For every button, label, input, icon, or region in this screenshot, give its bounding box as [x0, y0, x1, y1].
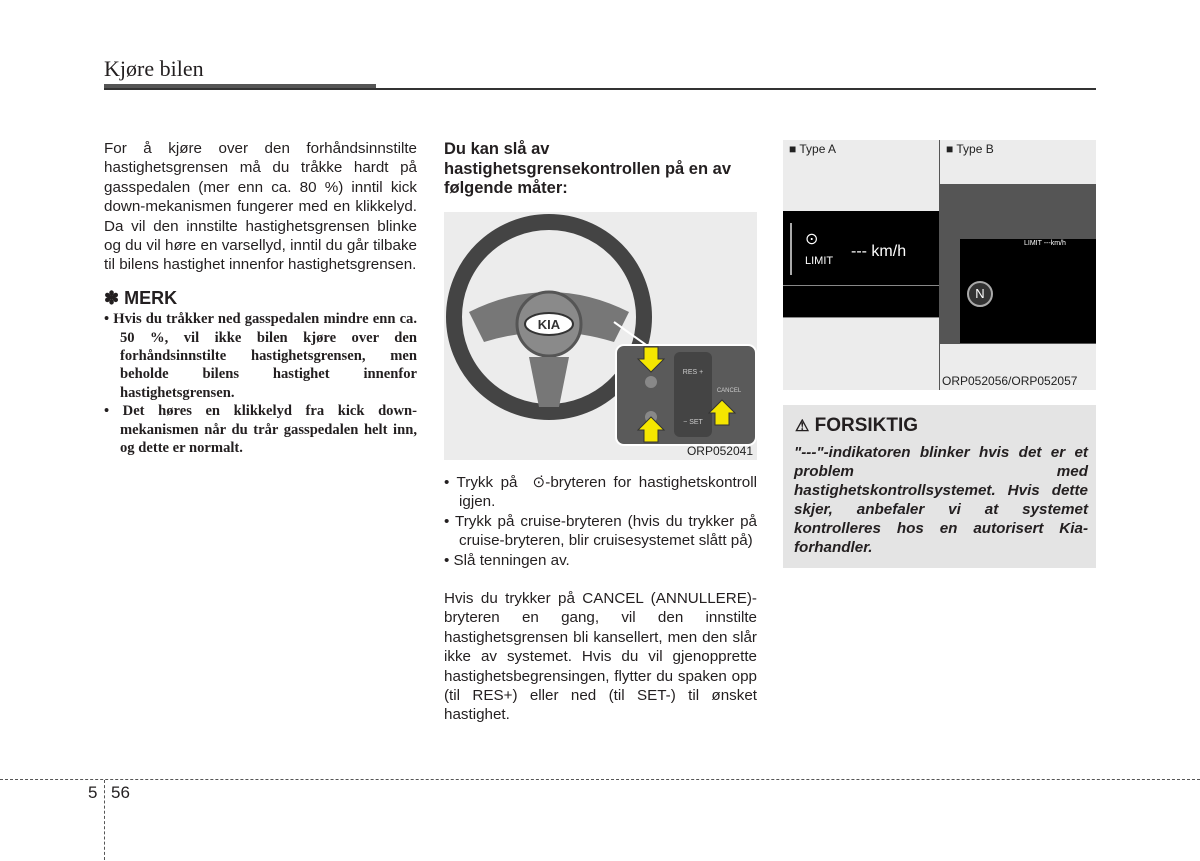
cluster-display — [783, 211, 939, 318]
speed-readout: --- km/h — [851, 243, 907, 260]
speed-limiter-icon: ⊙ — [805, 231, 819, 248]
subheading: Du kan slå av hastighetsgrensekontrollen på en av følgende måter: — [444, 140, 731, 197]
warning-triangle-icon: ⚠ — [795, 418, 810, 435]
note-heading: ✽ MERK — [104, 287, 178, 308]
page-number: 56 — [111, 783, 130, 802]
bullet-item: • Trykk på cruise-bryteren (hvis du trykker på cruise-bryteren, blir cruisesystemet slått på) — [444, 512, 757, 550]
bullet-item: • Slå tenningen av. — [444, 551, 570, 569]
figure-caption: ORP052041 — [686, 444, 753, 458]
steering-wheel-illustration — [444, 212, 757, 460]
note-item: • Det høres en klikkelyd fra kick down-mekanismen når du trår gasspedalen helt inn, og dette er normalt. — [104, 403, 417, 457]
speed-readout: LIMIT ---km/h — [1024, 240, 1066, 247]
column-1 — [104, 139, 417, 458]
svg-text:− SET: − SET — [683, 419, 703, 426]
footer-rule — [0, 779, 1200, 780]
type-b-figure — [940, 140, 1096, 390]
column-2-body — [444, 473, 757, 725]
bullet-item: • Trykk på ⊙̇-bryteren for hastighetskontroll igjen. — [444, 474, 757, 511]
type-a-figure — [783, 140, 939, 390]
caution-text: "---"-indikatoren blinker hvis det er et problem med hastighetskontrollsystemet. Hvis dette skjer, anbefaler vi at systemet kontrolleres hos en autorisert Kia-forhandler. — [794, 444, 1088, 556]
limit-label: LIMIT — [805, 255, 834, 267]
header-rule — [104, 88, 1096, 90]
section-title: Kjøre bilen — [104, 56, 204, 81]
footer-divider — [104, 780, 105, 860]
figure-caption: ORP052056/ORP052057 — [942, 374, 1078, 388]
svg-text:KIA: KIA — [537, 317, 561, 332]
type-a-label: ■ Type A — [789, 142, 837, 156]
note-list — [104, 310, 417, 457]
steering-wheel-figure — [444, 212, 757, 460]
svg-text:CANCEL: CANCEL — [716, 388, 742, 394]
gear-indicator: N — [967, 281, 993, 307]
caution-heading: ⚠ FORSIKTIG — [795, 415, 919, 436]
type-b-label: ■ Type B — [946, 142, 994, 156]
body-paragraph: Hvis du trykker på CANCEL (ANNULLERE)-bryteren en gang, vil den innstilte hastighetsgrensen bli kansellert, men den slår ikke av systemet. Hvis du vil gjenopprette hastighetsbegrensingen, flytter du spaken opp (til RES+) eller ned (til SET-) til ønsket hastighet. — [444, 590, 757, 724]
svg-text:RES +: RES + — [682, 369, 704, 376]
body-paragraph: For å kjøre over den forhåndsinnstilte hastighetsgrensen må du tråkke hardt på gasspedalen (mer enn ca. 80 %) inntil kick down-mekanismen fungerer med en klikkelyd. Da vil den innstilte hastighetsgrensen blinke og du vil høre en varsellyd, inntil du går tilbake til bilens hastighet innenfor hastighetsgrensen. — [104, 140, 417, 274]
bullet-list — [444, 473, 757, 570]
chapter-number: 5 — [88, 783, 98, 802]
caution-box — [783, 405, 1096, 568]
speed-limiter-icon: ⊙̇ — [532, 474, 546, 491]
note-item: • Hvis du tråkker ned gasspedalen mindre enn ca. 50 %, vil ikke bilen kjøre over den forhåndsinnstilte hastighetsgrensen, men beholde bilens hastighet innenfor hastighetsgrensen. — [104, 311, 417, 401]
cluster-display — [940, 184, 1096, 344]
column-2 — [444, 140, 757, 199]
